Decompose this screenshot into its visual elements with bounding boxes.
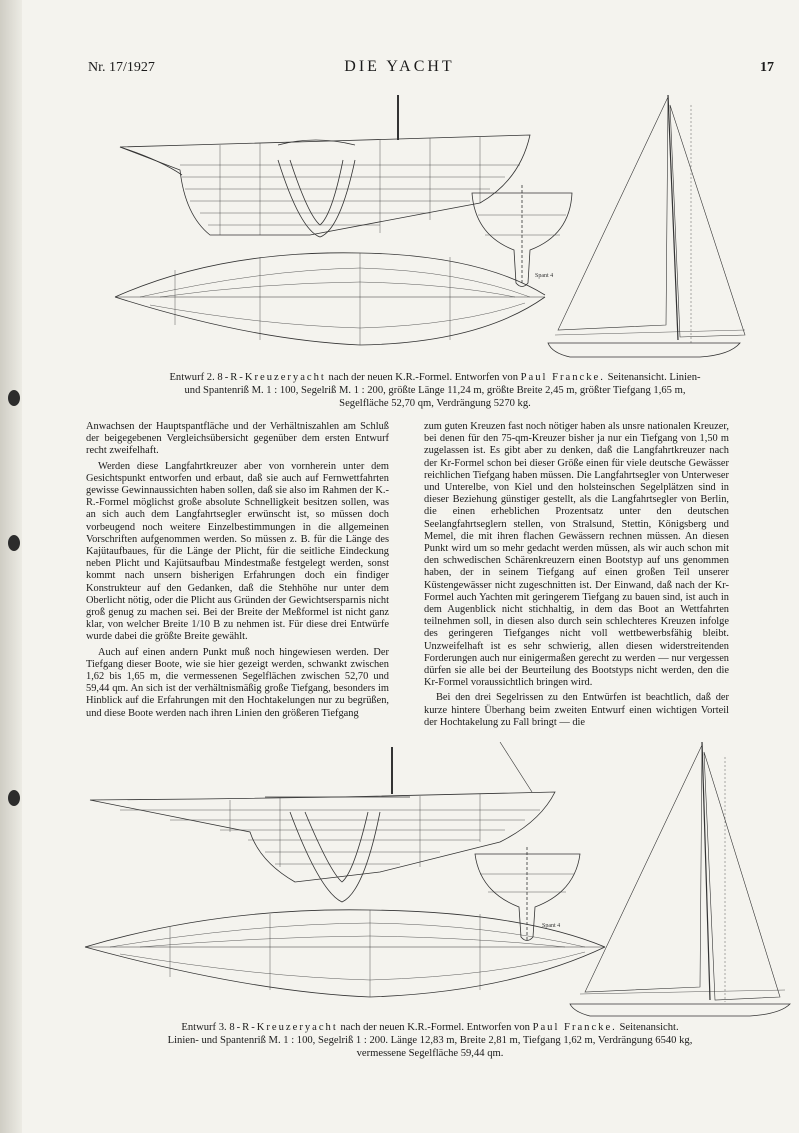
caption-label: Entwurf 3. [181,1022,227,1033]
caption-text: Segelfläche 52,70 qm, Verdrängung 5270 kg. [339,398,531,409]
body-plan-section [475,847,580,942]
hull-profile [120,95,530,237]
right-column [424,421,729,732]
binding-hole [8,390,20,406]
sail-plan [548,95,745,357]
plan-label: Spant 4 [542,923,561,929]
paragraph: Anwachsen der Hauptspantfläche und der Verhältniszahlen am Schluß der beigegebenen Vergleichsübersicht gegenüber dem ersten Entwurf recht zweifelhaft. [86,421,389,457]
binding-hole [8,535,20,551]
caption-text: Seitenansicht. Linien- [607,372,701,383]
sail-plan [570,742,790,1016]
binding-hole [8,790,20,806]
caption-label: Entwurf 2. [169,372,215,383]
body-plan-section [472,185,572,287]
paragraph: Werden diese Langfahrtkreuzer aber von vornherein unter dem Gesichtspunkt entworfen und erbaut, daß sie auch auf Fernwettfahrten gewisse Gewinnaussichten haben sollen, daß sie also im Rahmen der K.-R.-Formel möglichst große absolute Schnelligkeit besitzen sollen, was an sich auch dem Langfahrtsegler erwünscht ist, so müssen doch vorbeugend noch weitere Einzelbestimmungen in die allgemeinen Vorschriften aufgenommen werden. So müssen z. B. für die Länge des Kajütaufbaues, für die Länge der Plicht, für die seitliche Eindeckung neben Plicht und Kajütsaufbau Mindestmaße festgelegt werden, sonst kommt nach unsern bisherigen Erfahrungen doch ein findiger Konstrukteur auf den Gedanken, daß die Stehhöhe nur unter dem Oberlicht nötig, oder die Plicht aus Gründen der Gewichtsersparnis nicht groß genug zu machen sei. Bei der Breite der Meßformel ist nicht ganz klar, von welcher Breite 1/10 B zu nehmen ist. Für diese drei Entwürfe wurde dabei die größte Breite gewählt. [86,460,389,643]
plan-label: Spant 4 [535,273,554,279]
caption-text: und Spantenriß M. 1 : 100, Segelriß M. 1 : 200, größte Länge 11,24 m, größte Breite 2,45 m, größter Tiefgang 1,65 m, [184,385,686,396]
caption-boat-type: 8-R-Kreuzeryacht [229,1022,338,1033]
half-breadth-plan [115,253,545,345]
left-column [86,421,389,723]
figure-entwurf-2-drawing [100,85,760,370]
caption-designer: Paul Francke. [532,1022,617,1033]
page-binding-edge [0,0,22,1133]
hull-profile [90,742,555,902]
caption-text: nach der neuen K.R.-Formel. Entworfen von [340,1022,530,1033]
paragraph: Bei den drei Segelrissen zu den Entwürfen ist beachtlich, daß der kurze hintere Überhang beim zweiten Entwurf einen wichtigen Vorteil der Hochtakelung zu Fall bringt — die [424,692,729,728]
caption-text: nach der neuen K.R.-Formel. Entworfen von [328,372,518,383]
waterlines [180,137,520,235]
caption-text: Seitenansicht. [619,1022,679,1033]
paragraph: Auch auf einen andern Punkt muß noch hingewiesen werden. Der Tiefgang dieser Boote, wie sie hier gezeigt werden, schwankt zwischen 1,62 bis 1,65 m, die vermessenen Segelflächen zwischen 52,70 und 59,44 qm. An sich ist der verhältnismäßig große Tiefgang, besonders im Hinblick auf die Erfahrungen mit den Hochtakelungen nur zu begrüßen, und diese Boote werden nach ihren Linien den größeren Tiefgang [86,646,389,719]
waterlines [120,794,540,867]
issue-number: Nr. 17/1927 [88,60,155,75]
caption-designer: Paul Francke. [520,372,605,383]
caption-text: vermessene Segelfläche 59,44 qm. [356,1048,504,1059]
paragraph: zum guten Kreuzen fast noch nötiger haben als unsre nationalen Kreuzer, bei denen für den 75-qm-Kreuzer bisher ja nur ein Tiefgang von 1,50 m zugelassen ist. Es gibt aber zu denken, daß die Langfahrtkreuzer nach der Kr-Formel schon bei dieser Größe einen für viele deutsche Gewässer reichlichen Tiefgang haben müssen. Die Langfahrtsegler von Unterweser und Unterelbe, von Kiel und den holsteinschen Segelplätzen sind in dieser Beziehung günstiger gestellt, als die Langfahrtsegler von Berlin, die einen erheblichen Prozentsatz unter den deutschen Seelangfahrtseglern stellen, von Stralsund, Stettin, Königsberg und Memel, die mit ihren flachen Gewässern rechnen müssen. An diesen Punkt wird um so mehr gedacht werden müssen, als wir auch schon mit den schwedischen Schärenkreuzern einen Bootstyp auf uns genommen haben, der in seinem Tiefgang auf einen großen Teil unserer Küstengewässer nicht zugeschnitten ist. Der Einwand, daß nach der Kr-Formel auch Yachten mit geringerem Tiefgang zu bauen sind, ist auch in dem Augenblick nicht stichhaltig, in dem das Boot an Wettfahrten teilnehmen soll, in diesen also durch sein schlechteres Kreuzen infolge des geringeren Tiefganges nicht voll wettbewerbsfähig bleibt. Unzweifelhaft ist es sehr schwierig, allen diesen widerstreitenden Forderungen auch nur einigermaßen gerecht zu werden — nur vergessen dürfen sie alle bei der Beurteilung des Bootstyps nicht werden, den die Kr-Formel voraussichtlich bringen wird. [424,421,729,689]
caption-boat-type: 8-R-Kreuzeryacht [217,372,326,383]
figure-1-caption [100,371,770,410]
figure-2-caption [80,1021,780,1060]
page-number: 17 [760,60,774,75]
caption-text: Linien- und Spantenriß M. 1 : 100, Segelriß 1 : 200. Länge 12,83 m, Breite 2,81 m, Tiefgang 1,62 m, Verdrängung 6540 kg, [167,1035,693,1046]
figure-entwurf-3-drawing [80,742,795,1017]
magazine-title: DIE YACHT [344,58,455,75]
